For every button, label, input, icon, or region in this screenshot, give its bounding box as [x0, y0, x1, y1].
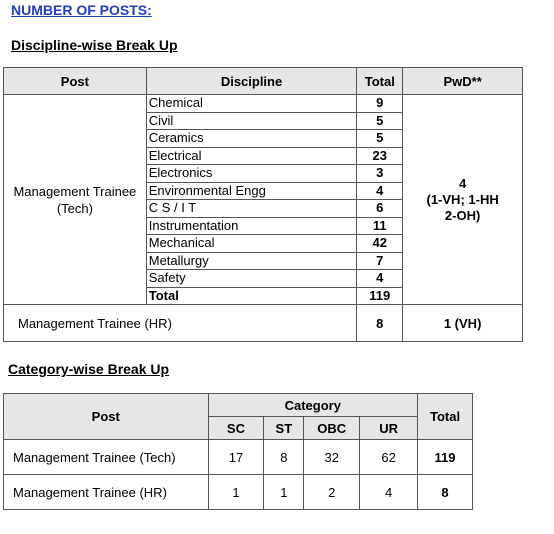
- grand-total-cell: 119: [369, 287, 391, 303]
- discipline-cell: Electrical: [147, 147, 357, 165]
- tech-pwd-detail-1: (1-VH; 1-HH: [426, 191, 499, 207]
- header-pwd: PwD**: [403, 68, 523, 95]
- discipline-cell: Environmental Engg: [147, 182, 357, 200]
- header-post: Post: [4, 68, 147, 95]
- total-cell: 4: [357, 270, 402, 288]
- discipline-cell: Ceramics: [147, 130, 357, 148]
- total-cell: 11: [357, 217, 402, 235]
- tech-pwd-detail-2: 2-OH): [444, 207, 481, 223]
- cat-sc-cell: 1: [208, 475, 264, 510]
- cat-st-cell: 1: [264, 475, 304, 510]
- discipline-total-label: Total: [148, 287, 179, 303]
- cat-ur-cell: 4: [360, 475, 418, 510]
- total-cell: 5: [357, 130, 402, 148]
- cat-header-post: Post: [4, 394, 209, 440]
- discipline-cell: Chemical: [147, 95, 357, 112]
- category-table-header-row-1: [4, 394, 473, 417]
- total-cell: 9: [357, 95, 402, 112]
- discipline-cell: Instrumentation: [147, 217, 357, 235]
- cat-header-ur: UR: [360, 417, 418, 440]
- tech-total-list: [357, 95, 403, 305]
- tech-pwd-count: 4: [459, 175, 467, 191]
- discipline-cell: Mechanical: [147, 235, 357, 253]
- header-total: Total: [357, 68, 403, 95]
- cat-total-cell: 119: [418, 440, 473, 475]
- hr-row: [4, 305, 523, 342]
- cat-total-cell: 8: [418, 475, 473, 510]
- total-cell: 4: [357, 182, 402, 200]
- header-discipline: Discipline: [146, 68, 357, 95]
- discipline-table-header: [4, 68, 523, 95]
- category-section-title: Category-wise Break Up: [8, 361, 170, 377]
- discipline-cell: Safety: [147, 270, 357, 288]
- table-row: [4, 475, 473, 510]
- hr-pwd-cell: 1 (VH): [403, 305, 523, 342]
- discipline-section-title: Discipline-wise Break Up: [11, 37, 178, 53]
- category-table: [3, 393, 473, 510]
- total-cell: 42: [357, 235, 402, 253]
- cat-ur-cell: 62: [360, 440, 418, 475]
- discipline-table: [3, 67, 523, 342]
- tech-row: [4, 95, 523, 305]
- total-cell: 3: [357, 165, 402, 183]
- cat-header-sc: SC: [208, 417, 264, 440]
- table-row: [4, 440, 473, 475]
- cat-header-obc: OBC: [304, 417, 360, 440]
- total-cell: 5: [357, 112, 402, 130]
- hr-total-cell: 8: [357, 305, 403, 342]
- tech-discipline-list: [146, 95, 357, 305]
- cat-post-cell: Management Trainee (HR): [4, 475, 209, 510]
- discipline-cell: Civil: [147, 112, 357, 130]
- discipline-cell: Metallurgy: [147, 252, 357, 270]
- cat-obc-cell: 2: [304, 475, 360, 510]
- tech-post-label: Management Trainee (Tech): [13, 183, 137, 216]
- cat-header-total: Total: [418, 394, 473, 440]
- cat-post-cell: Management Trainee (Tech): [4, 440, 209, 475]
- total-cell: 23: [357, 147, 402, 165]
- cat-header-st: ST: [264, 417, 304, 440]
- page-heading: NUMBER OF POSTS:: [11, 2, 152, 18]
- cat-header-category: Category: [208, 394, 418, 417]
- hr-post-cell: Management Trainee (HR): [4, 305, 357, 342]
- total-cell: 7: [357, 252, 402, 270]
- discipline-cell: Electronics: [147, 165, 357, 183]
- cat-st-cell: 8: [264, 440, 304, 475]
- cat-sc-cell: 17: [208, 440, 264, 475]
- total-cell: 6: [357, 200, 402, 218]
- cat-obc-cell: 32: [304, 440, 360, 475]
- discipline-cell: C S / I T: [147, 200, 357, 218]
- tech-pwd-cell: [403, 95, 523, 305]
- tech-post-cell: [4, 95, 147, 305]
